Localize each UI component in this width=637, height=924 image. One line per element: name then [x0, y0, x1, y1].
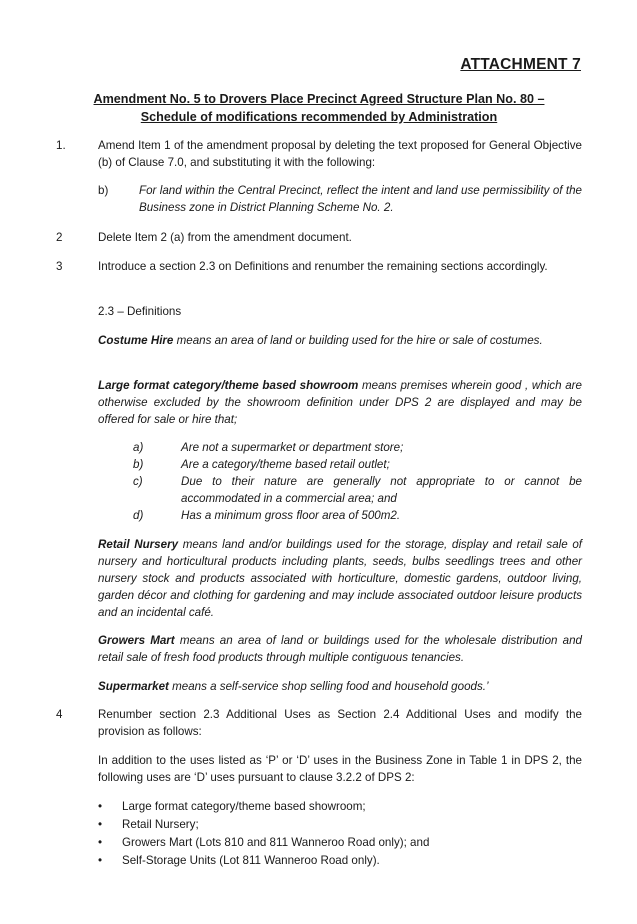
item-text: Amend Item 1 of the amendment proposal by deleting the text proposed for General Objective (b) of Clause 7.0, and substituting it with the following: [98, 139, 582, 169]
definition-text: means an area of land or building used for the hire or sale of costumes. [173, 334, 543, 347]
definitions-heading: 2.3 – Definitions [98, 305, 182, 318]
item-text: Delete Item 2 (a) from the amendment document. [98, 231, 352, 244]
condition-text: Has a minimum gross floor area of 500m2. [181, 509, 401, 522]
condition-label: c) [133, 475, 143, 488]
definition-text: means an area of land or buildings used for the wholesale distribution and retail sale of fresh food products through multiple contiguous tenancies. [98, 634, 582, 664]
additional-uses-paragraph: In addition to the uses listed as ‘P’ or ‘D’ uses in the Business Zone in Table 1 in DPS 2, the following uses are ‘D’ uses pursuant to clause 3.2.2 of DPS 2: [98, 754, 582, 784]
definition-supermarket [98, 678, 582, 695]
definition-term: Supermarket [98, 680, 169, 693]
objective-label: b) [98, 184, 109, 197]
bullet-icon: • [98, 800, 103, 813]
bullet-text: Self-Storage Units (Lot 811 Wanneroo Road only). [122, 854, 380, 867]
title-line-2: Schedule of modifications recommended by Administration [140, 110, 498, 124]
item-number: 4 [56, 708, 63, 721]
condition-label: d) [133, 509, 144, 522]
definition-term: Costume Hire [98, 334, 174, 347]
condition-text: Due to their nature are generally not appropriate to or cannot be accommodated in a commercial area; and [181, 475, 582, 505]
definition-growers-mart [98, 632, 582, 666]
definition-text: means land and/or buildings used for the storage, display and retail sale of nursery and horticultural products including plants, seeds, bulbs seedlings trees and other nursery stock and products associated with horticulture, domestic gardens, outdoor living, garden décor and clothing for gardening and may include associated outdoor leisure products and an incidental café. [98, 538, 582, 619]
item-text: Renumber section 2.3 Additional Uses as Section 2.4 Additional Uses and modify the provision as follows: [98, 708, 582, 738]
objective-text: For land within the Central Precinct, reflect the intent and land use permissibility of the Business zone in District Planning Scheme No. 2. [139, 184, 582, 214]
item-number: 3 [56, 260, 63, 273]
item-number: 1. [56, 139, 66, 152]
definition-term: Large format category/theme based showroom [98, 379, 359, 392]
bullet-icon: • [98, 818, 103, 831]
definition-text: means a self-service shop selling food and household goods.’ [168, 680, 489, 693]
condition-label: b) [133, 458, 144, 471]
bullet-icon: • [98, 854, 103, 867]
definition-retail-nursery [98, 536, 582, 621]
document-title [56, 90, 582, 126]
bullet-text: Growers Mart (Lots 810 and 811 Wanneroo Road only); and [122, 836, 430, 849]
bullet-icon: • [98, 836, 103, 849]
bullet-text: Large format category/theme based showroom; [122, 800, 366, 813]
definition-costume-hire [98, 332, 582, 349]
bullet-text: Retail Nursery; [122, 818, 199, 831]
condition-label: a) [133, 441, 144, 454]
definition-term: Growers Mart [98, 634, 175, 647]
attachment-label: ATTACHMENT 7 [460, 56, 581, 73]
condition-text: Are not a supermarket or department store; [181, 441, 404, 454]
item-number: 2 [56, 231, 63, 244]
definition-term: Retail Nursery [98, 538, 179, 551]
item-text: Introduce a section 2.3 on Definitions and renumber the remaining sections accordingly. [98, 260, 548, 273]
title-line-1: Amendment No. 5 to Drovers Place Precinct Agreed Structure Plan No. 80 – [93, 92, 545, 106]
definition-large-format-showroom [98, 377, 582, 428]
definition-text: means premises wherein good , which are otherwise excluded by the showroom definition under DPS 2 are displayed and may be offered for sale or hire that; [98, 379, 582, 426]
condition-text: Are a category/theme based retail outlet; [181, 458, 390, 471]
